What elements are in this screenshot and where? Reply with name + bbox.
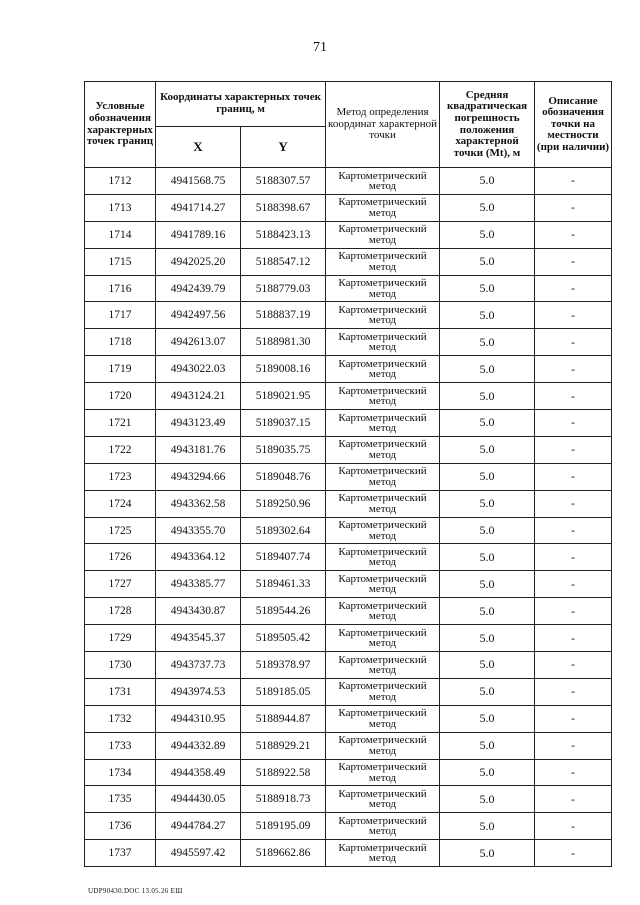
cell-method: Картометрический метод bbox=[326, 813, 440, 840]
cell-accuracy: 5.0 bbox=[440, 652, 535, 679]
cell-description: - bbox=[535, 759, 612, 786]
cell-x: 4942439.79 bbox=[156, 275, 241, 302]
header-description: Описание обозначения точки на местности (при наличии) bbox=[535, 82, 612, 168]
cell-accuracy: 5.0 bbox=[440, 221, 535, 248]
cell-point-id: 1716 bbox=[85, 275, 156, 302]
cell-method: Картометрический метод bbox=[326, 598, 440, 625]
cell-x: 4941789.16 bbox=[156, 221, 241, 248]
table-row bbox=[85, 356, 612, 383]
header-method: Метод определения координат характерной точки bbox=[326, 82, 440, 168]
cell-description: - bbox=[535, 275, 612, 302]
cell-method: Картометрический метод bbox=[326, 786, 440, 813]
cell-point-id: 1728 bbox=[85, 598, 156, 625]
cell-method: Картометрический метод bbox=[326, 383, 440, 410]
cell-accuracy: 5.0 bbox=[440, 732, 535, 759]
cell-method: Картометрический метод bbox=[326, 678, 440, 705]
cell-y: 5189037.15 bbox=[241, 410, 326, 437]
cell-description: - bbox=[535, 194, 612, 221]
cell-accuracy: 5.0 bbox=[440, 759, 535, 786]
cell-x: 4943294.66 bbox=[156, 463, 241, 490]
cell-x: 4943123.49 bbox=[156, 410, 241, 437]
cell-accuracy: 5.0 bbox=[440, 840, 535, 867]
cell-point-id: 1737 bbox=[85, 840, 156, 867]
cell-description: - bbox=[535, 678, 612, 705]
cell-x: 4943545.37 bbox=[156, 625, 241, 652]
table-row bbox=[85, 571, 612, 598]
table-row bbox=[85, 275, 612, 302]
cell-y: 5189544.26 bbox=[241, 598, 326, 625]
cell-point-id: 1722 bbox=[85, 436, 156, 463]
cell-point-id: 1733 bbox=[85, 732, 156, 759]
cell-method: Картометрический метод bbox=[326, 625, 440, 652]
cell-point-id: 1727 bbox=[85, 571, 156, 598]
cell-y: 5188547.12 bbox=[241, 248, 326, 275]
cell-method: Картометрический метод bbox=[326, 194, 440, 221]
cell-y: 5188981.30 bbox=[241, 329, 326, 356]
cell-y: 5189008.16 bbox=[241, 356, 326, 383]
cell-x: 4943385.77 bbox=[156, 571, 241, 598]
cell-y: 5189662.86 bbox=[241, 840, 326, 867]
cell-y: 5189195.09 bbox=[241, 813, 326, 840]
table-row bbox=[85, 678, 612, 705]
header-accuracy: Средняя квадратическая погрешность положения характерной точки (Mt), м bbox=[440, 82, 535, 168]
cell-method: Картометрический метод bbox=[326, 705, 440, 732]
cell-description: - bbox=[535, 221, 612, 248]
cell-description: - bbox=[535, 517, 612, 544]
cell-x: 4943124.21 bbox=[156, 383, 241, 410]
cell-x: 4945597.42 bbox=[156, 840, 241, 867]
cell-x: 4941714.27 bbox=[156, 194, 241, 221]
cell-description: - bbox=[535, 732, 612, 759]
header-x: X bbox=[156, 127, 241, 168]
cell-y: 5188922.58 bbox=[241, 759, 326, 786]
cell-point-id: 1732 bbox=[85, 705, 156, 732]
cell-description: - bbox=[535, 329, 612, 356]
cell-x: 4942613.07 bbox=[156, 329, 241, 356]
cell-description: - bbox=[535, 410, 612, 437]
table-row bbox=[85, 652, 612, 679]
table-row bbox=[85, 490, 612, 517]
cell-x: 4944358.49 bbox=[156, 759, 241, 786]
cell-point-id: 1712 bbox=[85, 168, 156, 195]
cell-description: - bbox=[535, 652, 612, 679]
cell-accuracy: 5.0 bbox=[440, 356, 535, 383]
cell-x: 4943974.53 bbox=[156, 678, 241, 705]
cell-y: 5188929.21 bbox=[241, 732, 326, 759]
cell-method: Картометрический метод bbox=[326, 221, 440, 248]
cell-y: 5189302.64 bbox=[241, 517, 326, 544]
cell-point-id: 1714 bbox=[85, 221, 156, 248]
cell-description: - bbox=[535, 248, 612, 275]
table-row bbox=[85, 383, 612, 410]
cell-x: 4944310.95 bbox=[156, 705, 241, 732]
cell-accuracy: 5.0 bbox=[440, 248, 535, 275]
table-row bbox=[85, 625, 612, 652]
cell-point-id: 1725 bbox=[85, 517, 156, 544]
cell-y: 5188918.73 bbox=[241, 786, 326, 813]
cell-y: 5189021.95 bbox=[241, 383, 326, 410]
cell-method: Картометрический метод bbox=[326, 517, 440, 544]
table-row bbox=[85, 732, 612, 759]
cell-accuracy: 5.0 bbox=[440, 168, 535, 195]
cell-method: Картометрический метод bbox=[326, 302, 440, 329]
page-number: 71 bbox=[313, 40, 327, 55]
cell-accuracy: 5.0 bbox=[440, 678, 535, 705]
cell-x: 4943737.73 bbox=[156, 652, 241, 679]
cell-point-id: 1713 bbox=[85, 194, 156, 221]
table-row bbox=[85, 329, 612, 356]
cell-accuracy: 5.0 bbox=[440, 410, 535, 437]
cell-accuracy: 5.0 bbox=[440, 813, 535, 840]
cell-method: Картометрический метод bbox=[326, 410, 440, 437]
cell-accuracy: 5.0 bbox=[440, 275, 535, 302]
cell-description: - bbox=[535, 705, 612, 732]
cell-x: 4943430.87 bbox=[156, 598, 241, 625]
document-footer: UDP90430.DOC 13.05.26 EШ bbox=[88, 887, 183, 895]
cell-point-id: 1734 bbox=[85, 759, 156, 786]
cell-description: - bbox=[535, 625, 612, 652]
cell-accuracy: 5.0 bbox=[440, 625, 535, 652]
cell-point-id: 1723 bbox=[85, 463, 156, 490]
table-row bbox=[85, 221, 612, 248]
cell-description: - bbox=[535, 356, 612, 383]
cell-description: - bbox=[535, 544, 612, 571]
table-row bbox=[85, 705, 612, 732]
cell-description: - bbox=[535, 813, 612, 840]
table-row bbox=[85, 436, 612, 463]
cell-x: 4941568.75 bbox=[156, 168, 241, 195]
cell-y: 5188423.13 bbox=[241, 221, 326, 248]
cell-accuracy: 5.0 bbox=[440, 786, 535, 813]
cell-point-id: 1735 bbox=[85, 786, 156, 813]
cell-y: 5189407.74 bbox=[241, 544, 326, 571]
cell-point-id: 1715 bbox=[85, 248, 156, 275]
cell-method: Картометрический метод bbox=[326, 544, 440, 571]
table-row bbox=[85, 168, 612, 195]
cell-x: 4943364.12 bbox=[156, 544, 241, 571]
cell-x: 4944784.27 bbox=[156, 813, 241, 840]
cell-point-id: 1736 bbox=[85, 813, 156, 840]
header-coordinates: Координаты характерных точек границ, м bbox=[156, 82, 326, 127]
cell-description: - bbox=[535, 302, 612, 329]
cell-method: Картометрический метод bbox=[326, 840, 440, 867]
cell-accuracy: 5.0 bbox=[440, 598, 535, 625]
cell-y: 5189461.33 bbox=[241, 571, 326, 598]
table-row bbox=[85, 840, 612, 867]
cell-accuracy: 5.0 bbox=[440, 517, 535, 544]
cell-x: 4942025.20 bbox=[156, 248, 241, 275]
header-y: Y bbox=[241, 127, 326, 168]
table-row bbox=[85, 410, 612, 437]
cell-y: 5189035.75 bbox=[241, 436, 326, 463]
cell-description: - bbox=[535, 786, 612, 813]
cell-point-id: 1717 bbox=[85, 302, 156, 329]
cell-description: - bbox=[535, 490, 612, 517]
table-row bbox=[85, 302, 612, 329]
cell-y: 5189378.97 bbox=[241, 652, 326, 679]
cell-accuracy: 5.0 bbox=[440, 436, 535, 463]
cell-y: 5188307.57 bbox=[241, 168, 326, 195]
cell-description: - bbox=[535, 840, 612, 867]
cell-accuracy: 5.0 bbox=[440, 329, 535, 356]
cell-y: 5189250.96 bbox=[241, 490, 326, 517]
cell-point-id: 1721 bbox=[85, 410, 156, 437]
cell-description: - bbox=[535, 436, 612, 463]
cell-point-id: 1718 bbox=[85, 329, 156, 356]
cell-point-id: 1726 bbox=[85, 544, 156, 571]
cell-method: Картометрический метод bbox=[326, 490, 440, 517]
cell-description: - bbox=[535, 383, 612, 410]
cell-x: 4943022.03 bbox=[156, 356, 241, 383]
table-row bbox=[85, 813, 612, 840]
cell-x: 4943181.76 bbox=[156, 436, 241, 463]
cell-y: 5189505.42 bbox=[241, 625, 326, 652]
cell-x: 4944332.89 bbox=[156, 732, 241, 759]
cell-y: 5188944.87 bbox=[241, 705, 326, 732]
cell-accuracy: 5.0 bbox=[440, 490, 535, 517]
cell-accuracy: 5.0 bbox=[440, 194, 535, 221]
cell-y: 5189048.76 bbox=[241, 463, 326, 490]
cell-method: Картометрический метод bbox=[326, 759, 440, 786]
table-row bbox=[85, 517, 612, 544]
cell-method: Картометрический метод bbox=[326, 652, 440, 679]
cell-point-id: 1720 bbox=[85, 383, 156, 410]
table-row bbox=[85, 194, 612, 221]
cell-method: Картометрический метод bbox=[326, 732, 440, 759]
cell-y: 5189185.05 bbox=[241, 678, 326, 705]
table-row bbox=[85, 544, 612, 571]
cell-description: - bbox=[535, 598, 612, 625]
cell-accuracy: 5.0 bbox=[440, 463, 535, 490]
cell-description: - bbox=[535, 571, 612, 598]
table-row bbox=[85, 463, 612, 490]
cell-method: Картометрический метод bbox=[326, 436, 440, 463]
cell-method: Картометрический метод bbox=[326, 356, 440, 383]
cell-point-id: 1719 bbox=[85, 356, 156, 383]
cell-x: 4944430.05 bbox=[156, 786, 241, 813]
table-row bbox=[85, 248, 612, 275]
cell-method: Картометрический метод bbox=[326, 571, 440, 598]
cell-y: 5188837.19 bbox=[241, 302, 326, 329]
cell-y: 5188779.03 bbox=[241, 275, 326, 302]
table-row bbox=[85, 759, 612, 786]
header-designation: Условные обозначения характерных точек границ bbox=[85, 82, 156, 168]
table-row bbox=[85, 786, 612, 813]
cell-point-id: 1724 bbox=[85, 490, 156, 517]
cell-method: Картометрический метод bbox=[326, 275, 440, 302]
cell-accuracy: 5.0 bbox=[440, 544, 535, 571]
cell-method: Картометрический метод bbox=[326, 329, 440, 356]
cell-description: - bbox=[535, 168, 612, 195]
table-row bbox=[85, 598, 612, 625]
cell-method: Картометрический метод bbox=[326, 463, 440, 490]
cell-x: 4942497.56 bbox=[156, 302, 241, 329]
cell-point-id: 1730 bbox=[85, 652, 156, 679]
cell-x: 4943362.58 bbox=[156, 490, 241, 517]
cell-method: Картометрический метод bbox=[326, 248, 440, 275]
cell-accuracy: 5.0 bbox=[440, 705, 535, 732]
cell-point-id: 1731 bbox=[85, 678, 156, 705]
cell-method: Картометрический метод bbox=[326, 168, 440, 195]
coordinates-table bbox=[84, 81, 612, 867]
cell-accuracy: 5.0 bbox=[440, 383, 535, 410]
cell-point-id: 1729 bbox=[85, 625, 156, 652]
cell-accuracy: 5.0 bbox=[440, 302, 535, 329]
cell-y: 5188398.67 bbox=[241, 194, 326, 221]
table-body bbox=[85, 168, 612, 867]
cell-x: 4943355.70 bbox=[156, 517, 241, 544]
cell-description: - bbox=[535, 463, 612, 490]
cell-accuracy: 5.0 bbox=[440, 571, 535, 598]
